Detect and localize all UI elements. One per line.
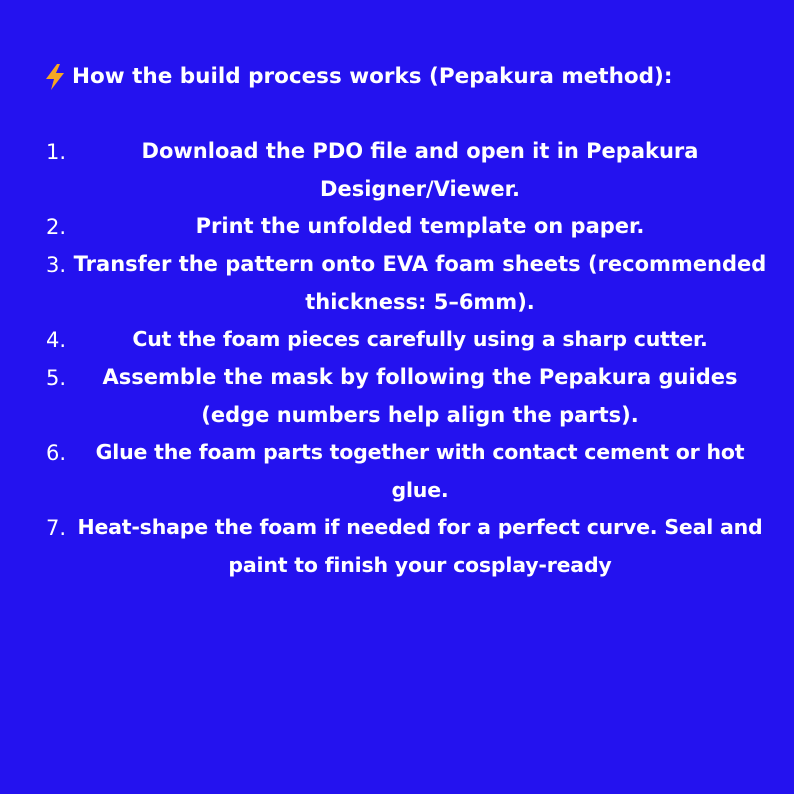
step-text: Transfer the pattern onto EVA foam sheets (recommended thickness: 5–6mm). bbox=[73, 252, 767, 314]
step-6 bbox=[0, 434, 794, 509]
step-text: Print the unfolded template on paper. bbox=[195, 214, 645, 238]
step-number: 1. bbox=[46, 140, 67, 164]
step-number: 3. bbox=[46, 253, 67, 277]
step-text: Glue the foam parts together with contact cement or hot glue. bbox=[95, 440, 745, 502]
heading bbox=[44, 58, 672, 103]
step-number: 7. bbox=[46, 516, 67, 540]
step-text: Assemble the mask by following the Pepakura guides (edge numbers help align the parts). bbox=[102, 365, 738, 427]
step-number: 6. bbox=[46, 441, 67, 465]
step-5 bbox=[0, 359, 794, 434]
step-text: Cut the foam pieces carefully using a sharp cutter. bbox=[132, 327, 708, 351]
step-7 bbox=[0, 509, 794, 584]
steps-list bbox=[0, 133, 794, 584]
step-number: 4. bbox=[46, 328, 67, 352]
step-2 bbox=[0, 208, 794, 246]
step-1 bbox=[0, 133, 794, 208]
step-text: Download the PDO file and open it in Pepakura Designer/Viewer. bbox=[141, 139, 699, 201]
step-number: 5. bbox=[46, 366, 67, 390]
lightning-bolt-icon bbox=[44, 58, 72, 103]
step-number: 2. bbox=[46, 215, 67, 239]
step-3 bbox=[0, 246, 794, 321]
step-text: Heat-shape the foam if needed for a perfect curve. Seal and paint to finish your cosplay-ready bbox=[77, 515, 763, 577]
step-4 bbox=[0, 321, 794, 359]
heading-text: How the build process works (Pepakura method): bbox=[72, 64, 673, 89]
